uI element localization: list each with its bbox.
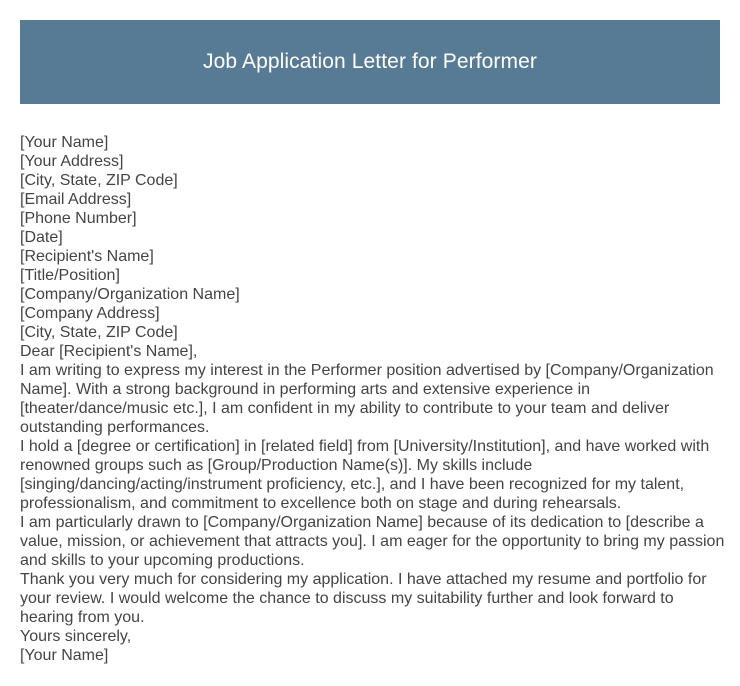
page-header [20, 20, 720, 104]
recipient-block [20, 247, 725, 342]
sender-city-state-zip: [City, State, ZIP Code] [20, 172, 178, 189]
sender-email: [Email Address] [20, 191, 132, 208]
recipient-title: [Title/Position] [20, 267, 120, 284]
paragraph-intro: I am writing to express my interest in the Performer position advertised by [Company/Organization Name]. With a strong background in performing arts and extensive experience in [theater/dance/music etc.], I am confident in my ability to contribute to your team and deliver outstanding performances. [20, 362, 714, 436]
sender-address: [Your Address] [20, 153, 124, 170]
letter-date: [Date] [20, 229, 63, 246]
sender-block [20, 133, 725, 247]
recipient-company-address: [Company Address] [20, 305, 160, 322]
salutation: Dear [Recipient's Name], [20, 343, 198, 360]
closing: Yours sincerely, [20, 628, 132, 645]
signature: [Your Name] [20, 647, 109, 664]
letter-body [20, 133, 725, 665]
page-title: Job Application Letter for Performer [203, 50, 537, 73]
recipient-company: [Company/Organization Name] [20, 286, 240, 303]
sender-name: [Your Name] [20, 134, 109, 151]
paragraph-motivation: I am particularly drawn to [Company/Organization Name] because of its dedication to [describe a value, mission, or achievement that attracts you]. I am eager for the opportunity to bring my passion and skills to your upcoming productions. [20, 514, 725, 569]
recipient-name: [Recipient's Name] [20, 248, 154, 265]
sender-phone: [Phone Number] [20, 210, 137, 227]
recipient-city-state-zip: [City, State, ZIP Code] [20, 324, 178, 341]
paragraph-qualifications: I hold a [degree or certification] in [related field] from [University/Institution], and have worked with renowned groups such as [Group/Production Name(s)]. My skills include [singing/dancing/acting/instrument proficiency, etc.], and I have been recognized for my talent, professionalism, and commitment to excellence both on stage and during rehearsals. [20, 438, 710, 512]
paragraph-closing: Thank you very much for considering my application. I have attached my resume and portfolio for your review. I would welcome the chance to discuss my suitability further and look forward to hearing from you. [20, 571, 707, 626]
